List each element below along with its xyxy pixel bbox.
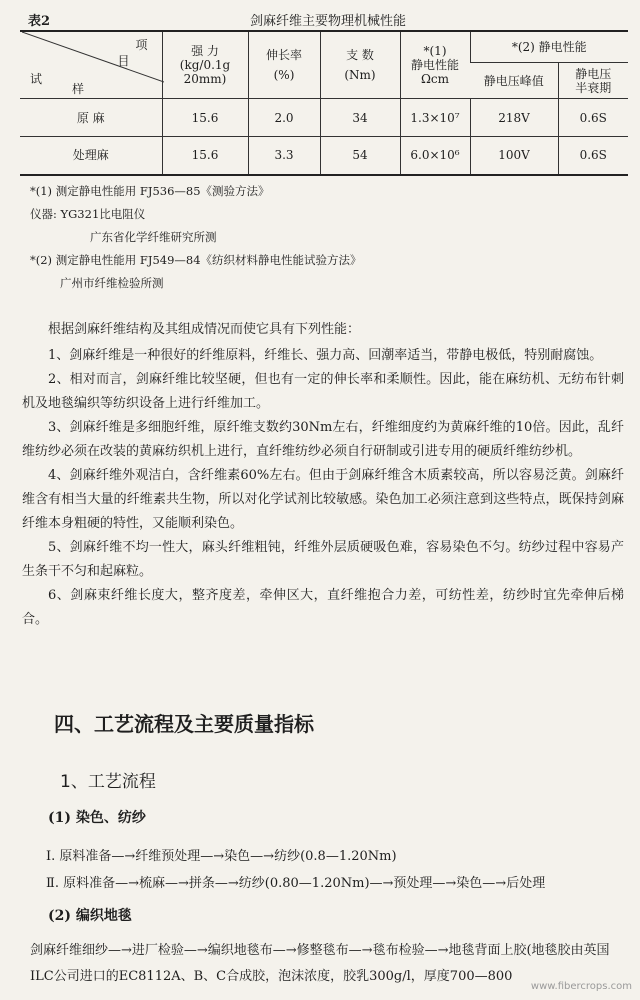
carpet-process-paragraph: 剑麻纤维细纱—→进厂检验—→编织地毯布—→修整毯布—→毯布检验—→地毯背面上胶(地毯胶由英国ILC公司进口的EC8112A、B、C合成胶，泡沫浓度，胶乳300g/l，厚度700—800 — [30, 943, 610, 984]
corner-cell — [20, 31, 162, 99]
header-static2: *(2) 静电性能 — [470, 31, 628, 63]
corner-label-mid: 目 — [117, 54, 130, 68]
header-strength: 强 力 (kg/0.1g 20mm) — [162, 31, 248, 99]
corner-label-bottom2: 样 — [72, 82, 85, 96]
body-text — [22, 318, 624, 632]
subheading-carpet-weaving: (2) 编织地毯 — [48, 908, 132, 924]
process-flow-2: Ⅱ. 原料准备—→梳麻—→拼条—→纺纱(0.80—1.20Nm)—→预处理—→染色—→后处理 — [46, 876, 546, 891]
table-row: 处理麻 15.6 3.3 54 6.0×10⁶ 100V 0.6S — [20, 137, 628, 175]
subheading-dyeing-spinning: (1) 染色、纺纱 — [48, 810, 146, 826]
corner-label-top: 项 — [135, 38, 148, 52]
note-3: 广东省化学纤维研究所测 — [90, 230, 217, 244]
table-row: 原 麻 15.6 2.0 34 1.3×10⁷ 218V 0.6S — [20, 99, 628, 137]
paragraph-4: 4、剑麻纤维外观洁白，含纤维素60%左右。但由于剑麻纤维含木质素较高，所以容易泛黄。剑麻纤维含有相当大量的纤维素共生物，所以对化学试剂比较敏感。染色加工必须注意到这些特点，既保持剑麻纤维本身粗硬的特性，又能顺利染色。 — [22, 468, 624, 531]
header-count: 支 数 (Nm) — [320, 31, 400, 99]
paragraph-5: 5、剑麻纤维不均一性大，麻头纤维粗钝，纤维外层质硬吸色难，容易染色不匀。纺纱过程中容易产生条干不匀和起麻粒。 — [22, 540, 624, 579]
corner-label-bottom: 试 — [30, 72, 43, 86]
table-number: 表2 — [28, 14, 51, 29]
note-1: *(1) 测定静电性能用 FJ536—85《测验方法》 — [30, 184, 270, 198]
table-title: 剑麻纤维主要物理机械性能 — [249, 14, 406, 29]
intro-paragraph: 根据剑麻纤维结构及其组成情况而使它具有下列性能： — [48, 322, 361, 337]
note-4: *(2) 测定静电性能用 FJ549—84《纺织材料静电性能试验方法》 — [30, 253, 362, 267]
watermark: www.fibercrops.com — [530, 981, 632, 992]
table-caption — [28, 8, 628, 28]
paragraph-6: 6、剑麻束纤维长度大，整齐度差，牵伸区大，直纤维抱合力差，可纺性差，纺纱时宜先牵伸后梯合。 — [22, 588, 624, 627]
table-notes — [30, 180, 630, 295]
properties-table — [20, 30, 628, 176]
paragraph-3: 3、剑麻纤维是多细胞纤维，原纤维支数约30Nm左右，纤维细度约为黄麻纤维的10倍。因此，乱纤维纺纱必须在改装的黄麻纺织机上进行，直纤维纺纱必须自行研制或引进专用的硬质纤维纺纱机。 — [22, 420, 624, 459]
header-voltage-peak: 静电压峰值 — [470, 63, 558, 99]
paragraph-1: 1、剑麻纤维是一种很好的纤维原料，纤维长、强力高、回潮率适当，带静电极低，特别耐腐蚀。 — [48, 348, 603, 363]
paragraph-2: 2、相对而言，剑麻纤维比较坚硬，但也有一定的伸长率和柔顺性。因此，能在麻纺机、无纺布针刺机及地毯编织等纺织设备上进行纤维加工。 — [22, 372, 624, 411]
subsection-heading: 1、工艺流程 — [60, 772, 156, 792]
section-heading: 四、工艺流程及主要质量指标 — [54, 712, 314, 736]
note-2: 仪器: YG321比电阻仪 — [30, 207, 146, 221]
header-elongation: 伸长率 (%) — [248, 31, 320, 99]
header-half-life: 静电压 半衰期 — [558, 63, 628, 99]
note-5: 广州市纤维检验所测 — [60, 276, 164, 290]
process-flow-1: Ⅰ. 原料准备—→纤维预处理—→染色—→纺纱(0.8—1.20Nm) — [46, 849, 397, 864]
header-static1: *(1) 静电性能 Ωcm — [400, 31, 470, 99]
